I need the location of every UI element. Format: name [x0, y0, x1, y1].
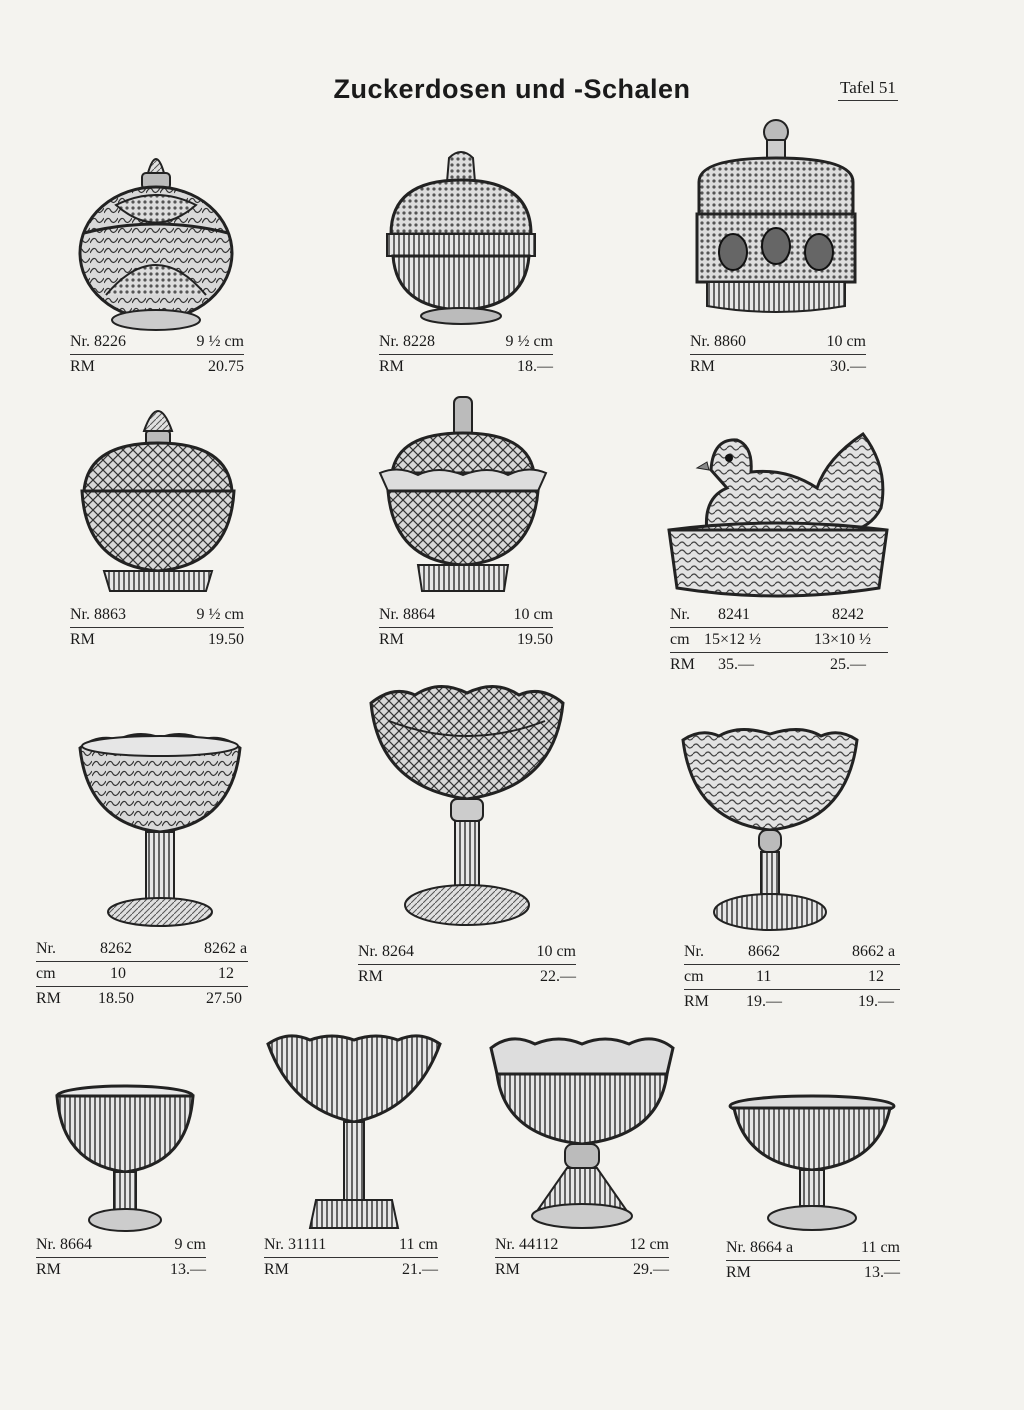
hen-dish-8241-illustration — [667, 428, 889, 600]
size-label: cm — [684, 968, 704, 985]
price-label: RM — [670, 656, 695, 673]
caption-8664 — [36, 1233, 206, 1282]
item-number-a: 8662 — [748, 943, 780, 960]
sugar-bowl-8226-illustration — [76, 145, 236, 333]
caption-8664a — [726, 1236, 900, 1285]
item-price-a: 35.— — [718, 656, 754, 673]
price-label: RM — [264, 1261, 289, 1278]
item-number: Nr. 8664 a — [726, 1239, 794, 1256]
compote-44112-illustration — [489, 1032, 675, 1234]
caption-31111 — [264, 1233, 438, 1282]
item-size: 9 ½ cm — [505, 333, 553, 350]
caption-8863 — [70, 603, 244, 652]
item-number: Nr. 8863 — [70, 606, 126, 623]
caption-8264 — [358, 940, 576, 989]
item-price: 19.50 — [517, 631, 553, 648]
item-number: Nr. 8864 — [379, 606, 435, 623]
item-size-a: 10 — [110, 965, 126, 982]
item-price-b: 19.— — [858, 993, 894, 1010]
item-number-b: 8662 a — [852, 943, 896, 960]
sugar-bowl-8664-illustration — [54, 1084, 196, 1234]
item-number-b: 8262 a — [204, 940, 248, 957]
price-label: RM — [726, 1264, 751, 1281]
item-size: 11 cm — [399, 1236, 438, 1253]
item-price: 13.— — [864, 1264, 900, 1281]
sugar-bowl-8228-illustration — [383, 150, 539, 325]
compote-31111-illustration — [266, 1030, 442, 1236]
item-size-b: 12 — [218, 965, 234, 982]
caption-8241-8242 — [670, 603, 888, 677]
item-size: 10 cm — [826, 333, 866, 350]
compote-8262-illustration — [78, 728, 242, 928]
compote-8662-illustration — [681, 726, 859, 932]
page-title: Zuckerdosen und -Schalen — [333, 74, 691, 104]
item-number: Nr. 44112 — [495, 1236, 559, 1253]
price-label: RM — [684, 993, 709, 1010]
item-price: 29.— — [633, 1261, 669, 1278]
price-label: RM — [70, 358, 95, 375]
caption-8662 — [684, 940, 900, 1014]
item-size: 12 cm — [629, 1236, 669, 1253]
item-number: Nr. 8226 — [70, 333, 126, 350]
item-size: 9 cm — [174, 1236, 206, 1253]
item-price: 30.— — [830, 358, 866, 375]
item-size: 10 cm — [536, 943, 576, 960]
item-number-label: Nr. — [670, 606, 690, 623]
sugar-bowl-8864-illustration — [378, 395, 548, 595]
item-price: 21.— — [402, 1261, 438, 1278]
item-size: 9 ½ cm — [196, 333, 244, 350]
item-number: Nr. 31111 — [264, 1236, 327, 1253]
caption-8226 — [70, 330, 244, 379]
item-size-b: 13×10 ½ — [814, 631, 872, 648]
item-number: Nr. 8664 — [36, 1236, 92, 1253]
item-price-b: 25.— — [830, 656, 866, 673]
caption-8228 — [379, 330, 553, 379]
item-price: 13.— — [170, 1261, 206, 1278]
item-number-label: Nr. — [684, 943, 704, 960]
item-price: 18.— — [517, 358, 553, 375]
item-number-label: Nr. — [36, 940, 56, 957]
sugar-bowl-8664a-illustration — [728, 1094, 896, 1236]
sugar-bowl-8863-illustration — [78, 395, 238, 595]
item-number: Nr. 8228 — [379, 333, 435, 350]
caption-8860 — [690, 330, 866, 379]
price-label: RM — [379, 358, 404, 375]
sugar-box-8860-illustration — [693, 118, 859, 318]
price-label: RM — [70, 631, 95, 648]
item-price-b: 27.50 — [206, 990, 242, 1007]
item-size: 10 cm — [513, 606, 553, 623]
price-label: RM — [495, 1261, 520, 1278]
item-price: 20.75 — [208, 358, 244, 375]
item-number-b: 8242 — [832, 606, 864, 623]
item-number: Nr. 8860 — [690, 333, 746, 350]
item-size-a: 11 — [756, 968, 772, 985]
item-price: 22.— — [540, 968, 576, 985]
caption-44112 — [495, 1233, 669, 1282]
caption-8262 — [36, 937, 248, 1011]
plate-number: Tafel 51 — [838, 78, 898, 101]
item-price: 19.50 — [208, 631, 244, 648]
item-number-a: 8241 — [718, 606, 750, 623]
size-label: cm — [670, 631, 690, 648]
caption-8864 — [379, 603, 553, 652]
price-label: RM — [36, 1261, 61, 1278]
price-label: RM — [358, 968, 383, 985]
item-number: Nr. 8264 — [358, 943, 414, 960]
item-size: 9 ½ cm — [196, 606, 244, 623]
price-label: RM — [690, 358, 715, 375]
size-label: cm — [36, 965, 56, 982]
item-price-a: 18.50 — [98, 990, 134, 1007]
price-label: RM — [379, 631, 404, 648]
item-size: 11 cm — [861, 1239, 900, 1256]
item-number-a: 8262 — [100, 940, 132, 957]
item-size-a: 15×12 ½ — [704, 631, 762, 648]
compote-8264-illustration — [369, 681, 565, 929]
price-label: RM — [36, 990, 61, 1007]
item-size-b: 12 — [868, 968, 884, 985]
item-price-a: 19.— — [746, 993, 782, 1010]
